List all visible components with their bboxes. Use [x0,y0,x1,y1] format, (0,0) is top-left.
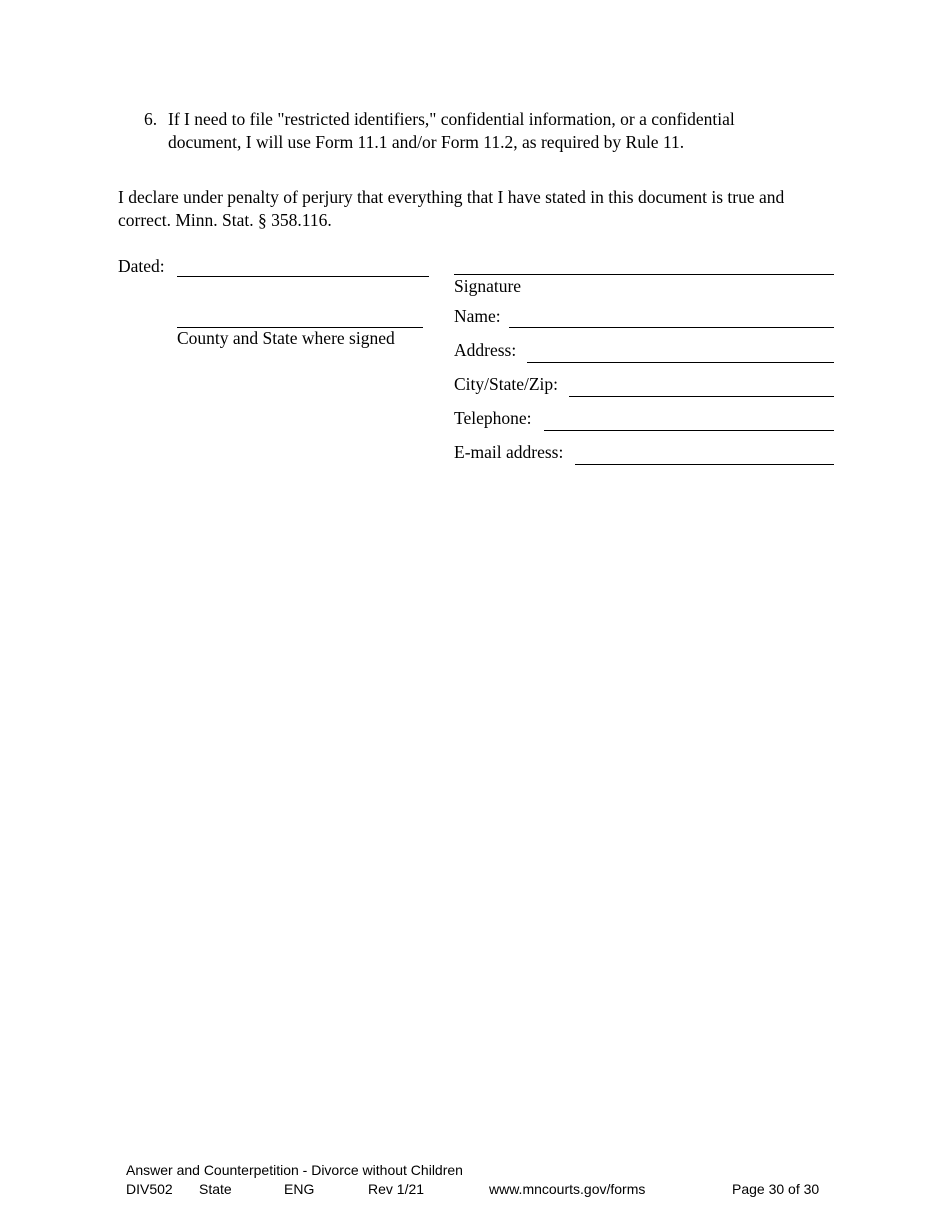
footer-website: www.mncourts.gov/forms [489,1181,646,1197]
list-item-line-2: document, I will use Form 11.1 and/or Form 11.2, as required by Rule 11. [168,132,685,152]
footer-page-number: Page 30 of 30 [732,1181,820,1197]
list-item-line-1: If I need to file "restricted identifiers," confidential information, or a confidential [168,109,735,129]
list-item-number: 6. [144,109,158,129]
footer-language: ENG [284,1181,315,1197]
list-item-text [168,108,818,154]
dated-label: Dated: [118,256,165,276]
email-label: E-mail address: [454,442,564,462]
name-field-line[interactable] [509,327,834,328]
footer-revision: Rev 1/21 [368,1181,425,1197]
county-state-label: County and State where signed [177,328,395,348]
city-state-zip-label: City/State/Zip: [454,374,559,394]
footer-form-code: DIV502 [126,1181,173,1197]
declaration-line-2: correct. Minn. Stat. § 358.116. [118,210,332,230]
address-label: Address: [454,340,517,360]
dated-field-line[interactable] [177,276,429,277]
name-label: Name: [454,306,501,326]
telephone-field-line[interactable] [544,430,834,431]
telephone-label: Telephone: [454,408,532,428]
city-state-zip-field-line[interactable] [569,396,834,397]
address-field-line[interactable] [527,362,834,363]
signature-label: Signature [454,276,522,296]
email-field-line[interactable] [575,464,834,465]
footer-form-title: Answer and Counterpetition - Divorce without Children [126,1162,463,1178]
footer-jurisdiction: State [199,1181,232,1197]
perjury-declaration [118,186,838,232]
declaration-line-1: I declare under penalty of perjury that everything that I have stated in this document is true and [118,187,785,207]
